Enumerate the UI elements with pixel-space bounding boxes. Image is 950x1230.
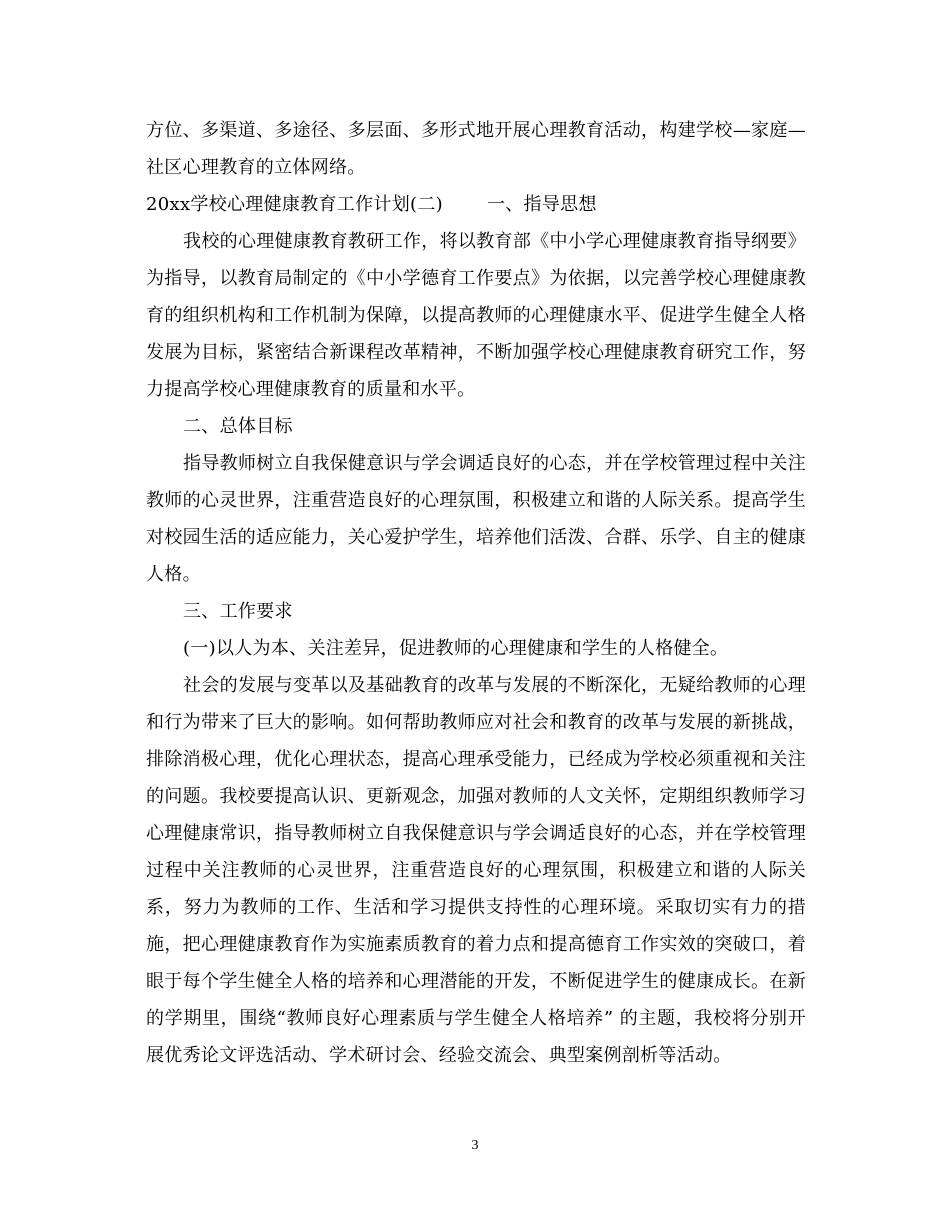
subheading-people-oriented: (一)以人为本、关注差异，促进教师的心理健康和学生的人格健全。 <box>183 638 729 659</box>
section-heading-guiding-thought: 一、指导思想 <box>486 194 597 215</box>
plan-title: 20xx学校心理健康教育工作计划(二) <box>146 194 443 215</box>
paragraph-work-requirements: 社会的发展与变革以及基础教育的改革与发展的不断深化，无疑给教师的心理和行为带来了巨大的影响。如何帮助教师应对社会和教育的改革与发展的新挑战，排除消极心理，优化心理状态，提高心理承受能力，已经成为学校必须重视和关注的问题。我校要提高认识、更新观念，加强对教师的人文关怀，定期组织教师学习心理健康常识，指导教师树立自我保健意识与学会调适良好的心态，并在学校管理过程中关注教师的心灵世界，注重营造良好的心理氛围，积极建立和谐的人际关系，努力为教师的工作、生活和学习提供支持性的心理环境。采取切实有力的措施，把心理健康教育作为实施素质教育的着力点和提高德育工作实效的突破口，着眼于每个学生健全人格的培养和心理潜能的开发，不断促进学生的健康成长。在新的学期里，围绕“教师良好心理素质与学生健全人格培养” 的主题，我校将分别开展优秀论文评选活动、学术研讨会、经验交流会、典型案例剖析等活动。 <box>146 675 806 1066</box>
paragraph-guiding-thought: 我校的心理健康教育教研工作，将以教育部《中小学心理健康教育指导纲要》为指导，以教育局制定的《中小学德育工作要点》为依据，以完善学校心理健康教育的组织机构和工作机制为保障，以提高教师的心理健康水平、促进学生健全人格发展为目标，紧密结合新课程改革精神，不断加强学校心理健康教育研究工作，努力提高学校心理健康教育的质量和水平。 <box>146 231 806 400</box>
paragraph-continuation: 方位、多渠道、多途径、多层面、多形式地开展心理教育活动，构建学校—家庭—社区心理教育的立体网络。 <box>146 120 806 178</box>
document-body <box>146 112 806 1074</box>
paragraph-overall-goal: 指导教师树立自我保健意识与学会调适良好的心态，并在学校管理过程中关注教师的心灵世界，注重营造良好的心理氛围，积极建立和谐的人际关系。提高学生对校园生活的适应能力，关心爱护学生，培养他们活泼、合群、乐学、自主的健康人格。 <box>146 453 806 585</box>
plan-title-line <box>146 186 806 223</box>
page-number: 3 <box>471 1138 479 1153</box>
section-heading-overall-goal: 二、总体目标 <box>183 416 293 437</box>
section-heading-work-requirements: 三、工作要求 <box>183 601 293 622</box>
